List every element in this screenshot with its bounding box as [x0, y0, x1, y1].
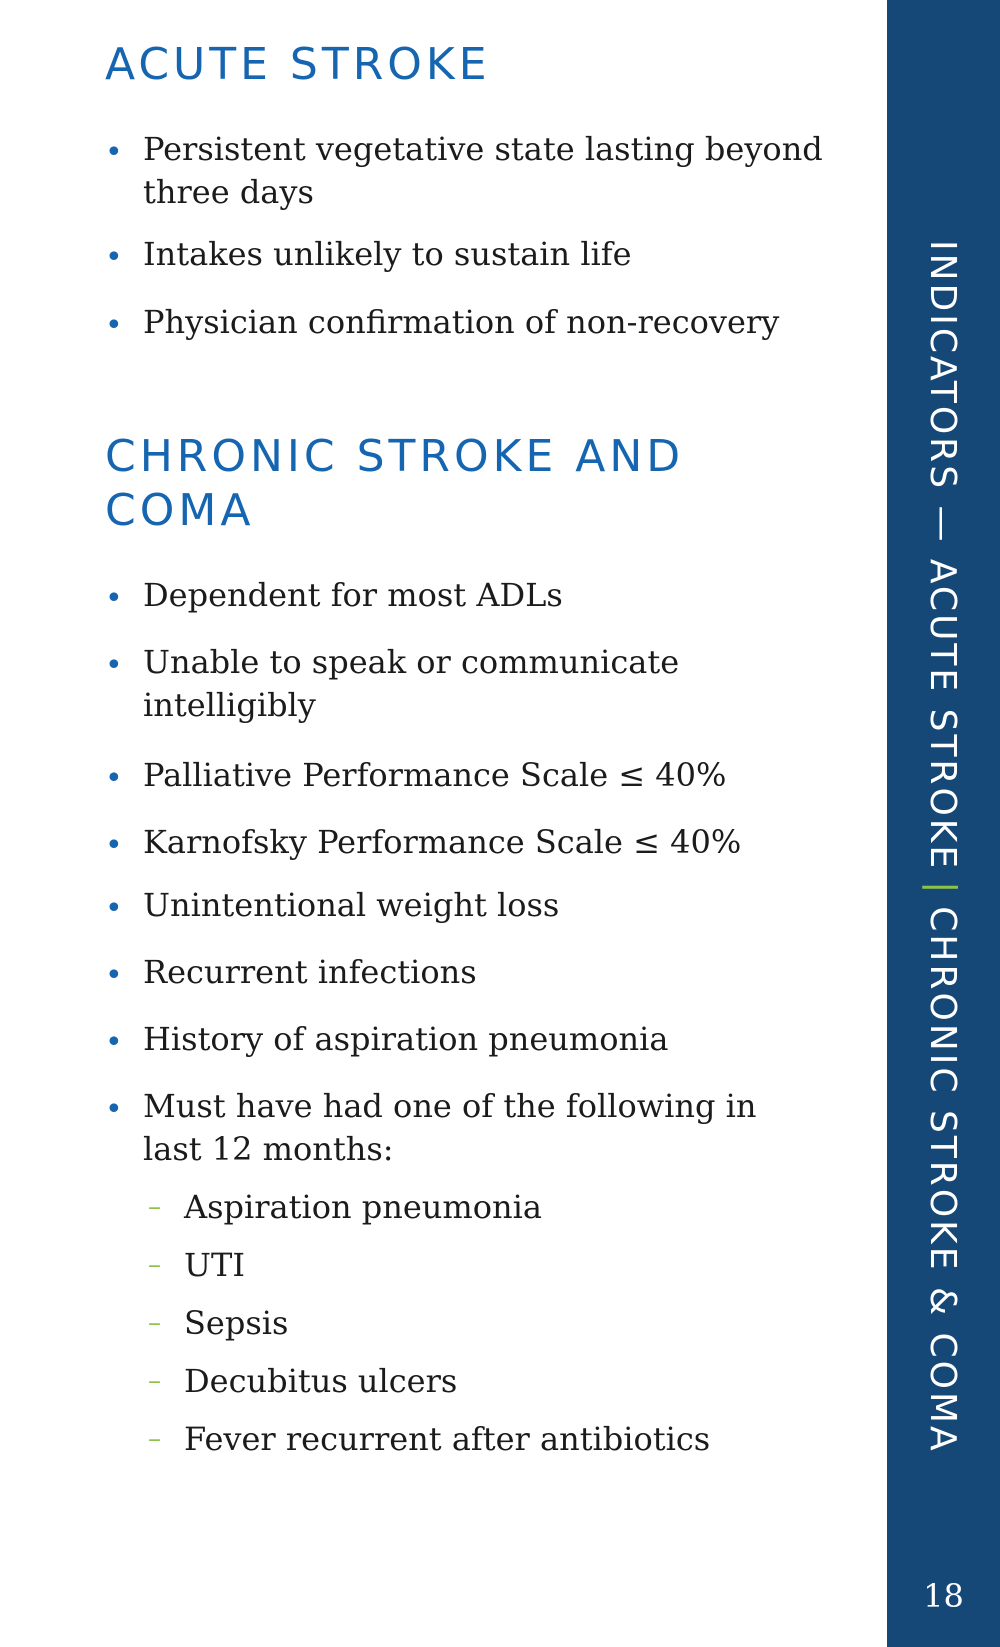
sidebar-title-part2: CHRONIC STROKE & COMA [922, 906, 963, 1454]
sub-list-item [148, 1302, 828, 1345]
list-item-text: Unable to speak or communicate intelligibly [143, 643, 680, 724]
acute-stroke-heading: ACUTE STROKE [105, 39, 491, 90]
chronic-stroke-heading: CHRONIC STROKE AND COMA [105, 431, 685, 536]
bullet-dot-icon: • [105, 761, 123, 796]
dash-icon: – [148, 1308, 161, 1338]
list-item-text: Must have had one of the following in last 12 months: [143, 1087, 757, 1168]
bullet-dot-icon: • [105, 648, 123, 683]
sub-list-item [148, 1360, 828, 1403]
list-item [105, 821, 825, 864]
list-item [105, 884, 825, 927]
bullet-dot-icon: • [105, 1092, 123, 1127]
bullet-dot-icon: • [105, 308, 123, 343]
dash-icon: – [148, 1424, 161, 1454]
list-item-text: Karnofsky Performance Scale ≤ 40% [143, 823, 742, 861]
list-item-text: Persistent vegetative state lasting beyond three days [143, 130, 823, 211]
bullet-dot-icon: • [105, 581, 123, 616]
sidebar-title-part1: INDICATORS — ACUTE STROKE [922, 240, 963, 872]
page-number: 18 [923, 1577, 964, 1615]
list-item [105, 128, 825, 214]
sub-list-item [148, 1418, 828, 1461]
dash-icon: – [148, 1366, 161, 1396]
sub-list-item-text: Fever recurrent after antibiotics [184, 1420, 711, 1458]
list-item-text: History of aspiration pneumonia [143, 1020, 669, 1058]
list-item [105, 951, 825, 994]
list-item [105, 1085, 825, 1171]
list-item [105, 641, 825, 727]
list-item [105, 754, 825, 797]
list-item-text: Physician confirmation of non-recovery [143, 303, 780, 341]
dash-icon: – [148, 1250, 161, 1280]
dash-icon: – [148, 1192, 161, 1222]
list-item [105, 1018, 825, 1061]
list-item-text: Dependent for most ADLs [143, 576, 563, 614]
sub-list-item-text: UTI [184, 1246, 245, 1284]
bullet-dot-icon: • [105, 240, 123, 275]
bullet-dot-icon: • [105, 891, 123, 926]
list-item [105, 233, 825, 276]
list-item [105, 301, 825, 344]
sub-list-item-text: Sepsis [184, 1304, 289, 1342]
list-item [105, 574, 825, 617]
bullet-dot-icon: • [105, 958, 123, 993]
sub-list-item [148, 1244, 828, 1287]
bullet-dot-icon: • [105, 135, 123, 170]
sub-list-item-text: Aspiration pneumonia [184, 1188, 542, 1226]
list-item-text: Intakes unlikely to sustain life [143, 235, 632, 273]
sub-list-item-text: Decubitus ulcers [184, 1362, 458, 1400]
sub-list-item [148, 1186, 828, 1229]
sidebar-title [922, 240, 962, 1454]
bullet-dot-icon: • [105, 1025, 123, 1060]
sidebar-title-separator: | [922, 881, 963, 897]
list-item-text: Unintentional weight loss [143, 886, 560, 924]
list-item-text: Palliative Performance Scale ≤ 40% [143, 756, 727, 794]
bullet-dot-icon: • [105, 828, 123, 863]
list-item-text: Recurrent infections [143, 953, 477, 991]
